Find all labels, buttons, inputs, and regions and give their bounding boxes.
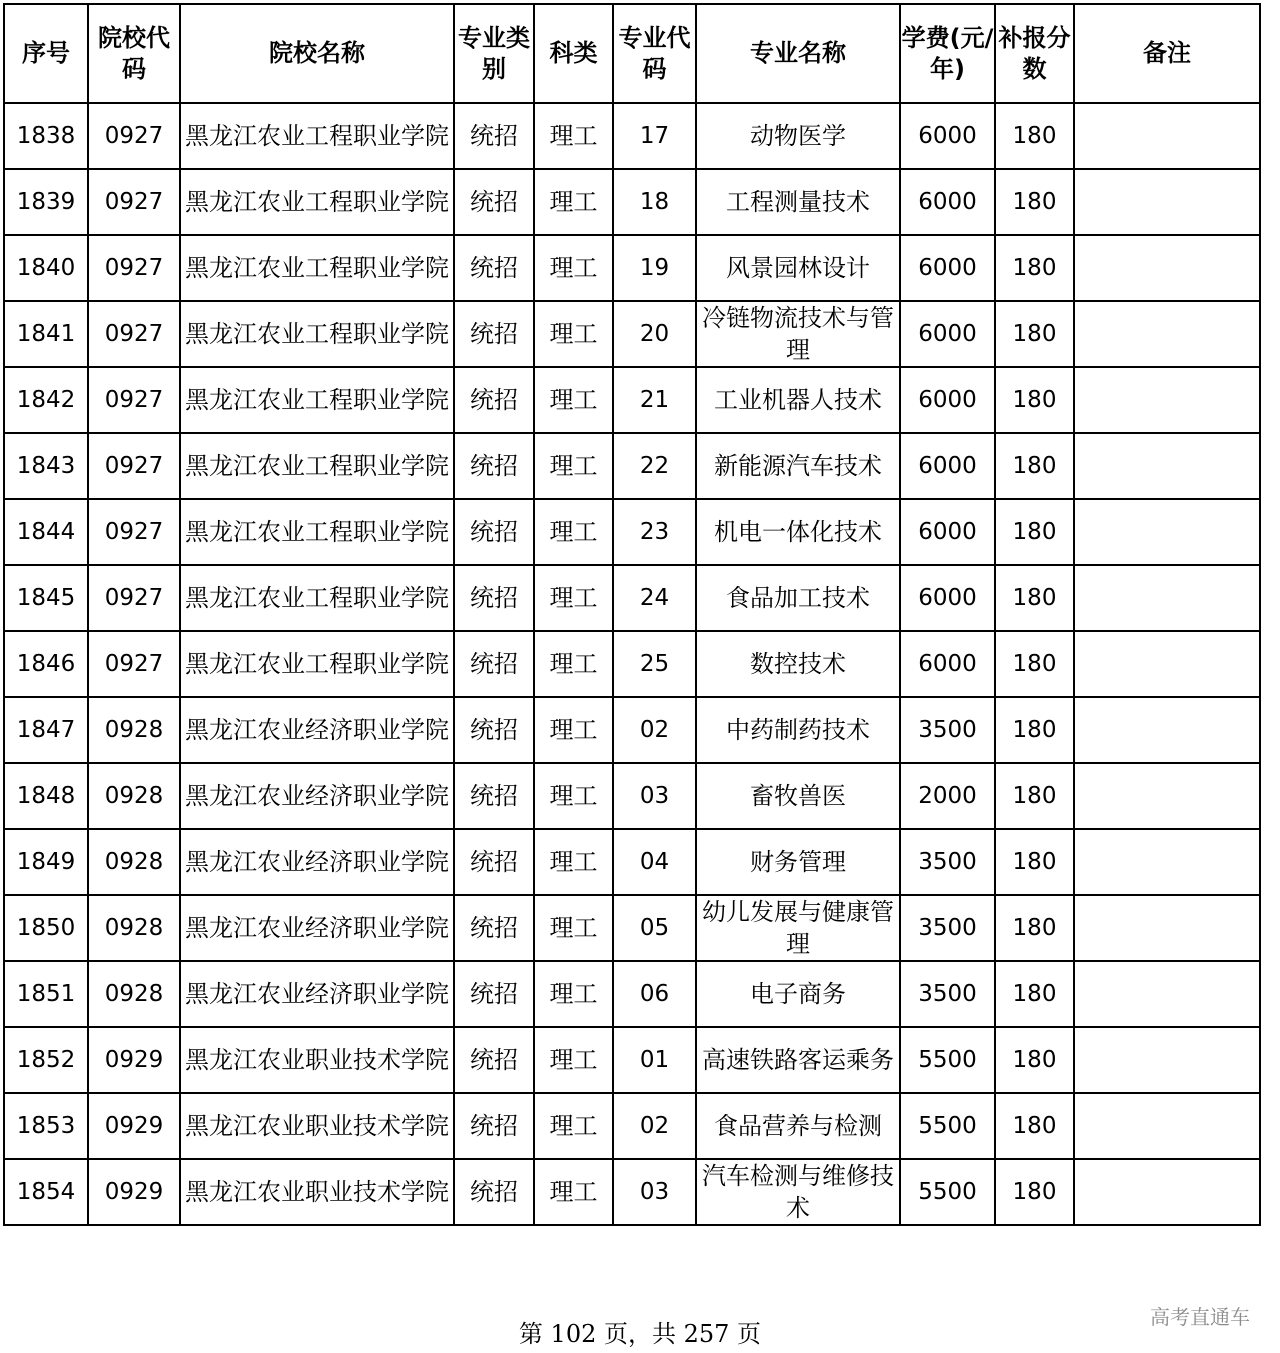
cell-note <box>1074 235 1260 301</box>
cell-major-type: 统招 <box>454 1027 534 1093</box>
cell-seq: 1853 <box>4 1093 88 1159</box>
cell-school-code: 0927 <box>88 103 180 169</box>
cell-note <box>1074 367 1260 433</box>
cell-school-name: 黑龙江农业工程职业学院 <box>180 433 454 499</box>
cell-score: 180 <box>995 499 1074 565</box>
cell-school-name: 黑龙江农业经济职业学院 <box>180 961 454 1027</box>
cell-school-name: 黑龙江农业工程职业学院 <box>180 169 454 235</box>
cell-category: 理工 <box>534 565 613 631</box>
cell-tuition: 3500 <box>900 697 995 763</box>
cell-tuition: 6000 <box>900 169 995 235</box>
cell-score: 180 <box>995 433 1074 499</box>
cell-major-name: 食品营养与检测 <box>696 1093 900 1159</box>
cell-note <box>1074 433 1260 499</box>
table-body <box>4 103 1260 1225</box>
cell-category: 理工 <box>534 1093 613 1159</box>
cell-category: 理工 <box>534 235 613 301</box>
cell-school-name: 黑龙江农业职业技术学院 <box>180 1093 454 1159</box>
cell-note <box>1074 1093 1260 1159</box>
cell-seq: 1841 <box>4 301 88 367</box>
cell-tuition: 6000 <box>900 367 995 433</box>
cell-school-code: 0927 <box>88 169 180 235</box>
table-row <box>4 433 1260 499</box>
cell-category: 理工 <box>534 829 613 895</box>
cell-score: 180 <box>995 169 1074 235</box>
cell-note <box>1074 169 1260 235</box>
cell-score: 180 <box>995 1159 1074 1225</box>
cell-school-name: 黑龙江农业工程职业学院 <box>180 499 454 565</box>
cell-seq: 1852 <box>4 1027 88 1093</box>
table-row <box>4 565 1260 631</box>
cell-major-name: 冷链物流技术与管理 <box>696 301 900 367</box>
cell-school-code: 0927 <box>88 631 180 697</box>
cell-major-type: 统招 <box>454 565 534 631</box>
cell-category: 理工 <box>534 961 613 1027</box>
cell-major-code: 17 <box>613 103 696 169</box>
table-row <box>4 367 1260 433</box>
table-row <box>4 961 1260 1027</box>
cell-major-name: 机电一体化技术 <box>696 499 900 565</box>
cell-tuition: 3500 <box>900 829 995 895</box>
cell-school-code: 0927 <box>88 499 180 565</box>
cell-major-type: 统招 <box>454 499 534 565</box>
table-row <box>4 499 1260 565</box>
cell-seq: 1838 <box>4 103 88 169</box>
cell-category: 理工 <box>534 631 613 697</box>
cell-school-code: 0929 <box>88 1159 180 1225</box>
cell-score: 180 <box>995 1027 1074 1093</box>
cell-major-code: 22 <box>613 433 696 499</box>
cell-tuition: 2000 <box>900 763 995 829</box>
cell-major-name: 中药制药技术 <box>696 697 900 763</box>
cell-seq: 1847 <box>4 697 88 763</box>
header-tuition: 学费(元/年) <box>900 4 995 103</box>
cell-major-code: 03 <box>613 1159 696 1225</box>
cell-seq: 1846 <box>4 631 88 697</box>
table-row <box>4 1027 1260 1093</box>
cell-school-code: 0928 <box>88 763 180 829</box>
header-note: 备注 <box>1074 4 1260 103</box>
header-school-name: 院校名称 <box>180 4 454 103</box>
cell-tuition: 6000 <box>900 301 995 367</box>
cell-major-name: 动物医学 <box>696 103 900 169</box>
cell-tuition: 3500 <box>900 961 995 1027</box>
header-row <box>4 4 1260 103</box>
cell-score: 180 <box>995 235 1074 301</box>
cell-seq: 1854 <box>4 1159 88 1225</box>
header-category: 科类 <box>534 4 613 103</box>
cell-score: 180 <box>995 895 1074 961</box>
cell-major-code: 01 <box>613 1027 696 1093</box>
table-row <box>4 829 1260 895</box>
cell-school-code: 0928 <box>88 961 180 1027</box>
cell-school-code: 0927 <box>88 433 180 499</box>
cell-tuition: 6000 <box>900 631 995 697</box>
cell-score: 180 <box>995 697 1074 763</box>
cell-major-code: 20 <box>613 301 696 367</box>
table-row <box>4 301 1260 367</box>
cell-major-name: 财务管理 <box>696 829 900 895</box>
cell-seq: 1840 <box>4 235 88 301</box>
cell-major-code: 21 <box>613 367 696 433</box>
cell-category: 理工 <box>534 103 613 169</box>
cell-school-name: 黑龙江农业经济职业学院 <box>180 829 454 895</box>
cell-school-code: 0929 <box>88 1093 180 1159</box>
cell-category: 理工 <box>534 499 613 565</box>
cell-school-name: 黑龙江农业职业技术学院 <box>180 1027 454 1093</box>
admission-table <box>3 3 1261 1226</box>
cell-major-code: 04 <box>613 829 696 895</box>
cell-major-code: 05 <box>613 895 696 961</box>
table-row <box>4 631 1260 697</box>
cell-school-code: 0927 <box>88 565 180 631</box>
cell-note <box>1074 763 1260 829</box>
cell-major-type: 统招 <box>454 961 534 1027</box>
cell-category: 理工 <box>534 169 613 235</box>
cell-tuition: 6000 <box>900 103 995 169</box>
cell-note <box>1074 1027 1260 1093</box>
cell-note <box>1074 499 1260 565</box>
cell-category: 理工 <box>534 367 613 433</box>
cell-score: 180 <box>995 1093 1074 1159</box>
cell-tuition: 5500 <box>900 1093 995 1159</box>
watermark: 高考直通车 <box>1150 1305 1250 1329</box>
table-row <box>4 169 1260 235</box>
cell-tuition: 5500 <box>900 1027 995 1093</box>
cell-tuition: 6000 <box>900 565 995 631</box>
cell-note <box>1074 301 1260 367</box>
header-score: 补报分数 <box>995 4 1074 103</box>
cell-major-type: 统招 <box>454 829 534 895</box>
cell-note <box>1074 961 1260 1027</box>
header-major-type: 专业类别 <box>454 4 534 103</box>
cell-major-type: 统招 <box>454 697 534 763</box>
cell-school-name: 黑龙江农业经济职业学院 <box>180 763 454 829</box>
cell-score: 180 <box>995 301 1074 367</box>
cell-tuition: 5500 <box>900 1159 995 1225</box>
cell-major-name: 风景园林设计 <box>696 235 900 301</box>
cell-school-name: 黑龙江农业经济职业学院 <box>180 895 454 961</box>
cell-school-name: 黑龙江农业工程职业学院 <box>180 235 454 301</box>
cell-category: 理工 <box>534 433 613 499</box>
cell-school-name: 黑龙江农业工程职业学院 <box>180 367 454 433</box>
cell-score: 180 <box>995 103 1074 169</box>
cell-major-code: 02 <box>613 1093 696 1159</box>
header-school-code: 院校代码 <box>88 4 180 103</box>
cell-major-name: 高速铁路客运乘务 <box>696 1027 900 1093</box>
cell-major-name: 数控技术 <box>696 631 900 697</box>
cell-school-name: 黑龙江农业工程职业学院 <box>180 565 454 631</box>
cell-school-code: 0928 <box>88 697 180 763</box>
cell-note <box>1074 565 1260 631</box>
page-footer: 第 102 页，共 257 页 <box>518 1320 762 1348</box>
cell-major-type: 统招 <box>454 235 534 301</box>
cell-major-name: 畜牧兽医 <box>696 763 900 829</box>
cell-major-name: 电子商务 <box>696 961 900 1027</box>
cell-school-name: 黑龙江农业经济职业学院 <box>180 697 454 763</box>
cell-note <box>1074 895 1260 961</box>
header-major-name: 专业名称 <box>696 4 900 103</box>
cell-tuition: 3500 <box>900 895 995 961</box>
cell-major-type: 统招 <box>454 631 534 697</box>
cell-school-code: 0927 <box>88 235 180 301</box>
cell-tuition: 6000 <box>900 433 995 499</box>
cell-category: 理工 <box>534 1159 613 1225</box>
cell-seq: 1839 <box>4 169 88 235</box>
cell-note <box>1074 631 1260 697</box>
cell-major-type: 统招 <box>454 169 534 235</box>
cell-school-name: 黑龙江农业职业技术学院 <box>180 1159 454 1225</box>
header-major-code: 专业代码 <box>613 4 696 103</box>
cell-school-code: 0928 <box>88 829 180 895</box>
table-row <box>4 895 1260 961</box>
cell-seq: 1851 <box>4 961 88 1027</box>
cell-major-code: 03 <box>613 763 696 829</box>
cell-school-name: 黑龙江农业工程职业学院 <box>180 103 454 169</box>
cell-major-name: 工业机器人技术 <box>696 367 900 433</box>
cell-school-code: 0927 <box>88 367 180 433</box>
cell-seq: 1848 <box>4 763 88 829</box>
cell-seq: 1849 <box>4 829 88 895</box>
cell-major-code: 19 <box>613 235 696 301</box>
cell-major-code: 02 <box>613 697 696 763</box>
cell-note <box>1074 103 1260 169</box>
cell-major-name: 幼儿发展与健康管理 <box>696 895 900 961</box>
cell-note <box>1074 829 1260 895</box>
cell-category: 理工 <box>534 697 613 763</box>
cell-school-code: 0929 <box>88 1027 180 1093</box>
cell-major-type: 统招 <box>454 433 534 499</box>
table-row <box>4 235 1260 301</box>
cell-major-code: 24 <box>613 565 696 631</box>
cell-school-code: 0927 <box>88 301 180 367</box>
cell-score: 180 <box>995 829 1074 895</box>
cell-tuition: 6000 <box>900 499 995 565</box>
cell-major-name: 食品加工技术 <box>696 565 900 631</box>
cell-major-type: 统招 <box>454 367 534 433</box>
table-row <box>4 1159 1260 1225</box>
cell-school-name: 黑龙江农业工程职业学院 <box>180 631 454 697</box>
cell-major-type: 统招 <box>454 301 534 367</box>
cell-category: 理工 <box>534 1027 613 1093</box>
cell-school-code: 0928 <box>88 895 180 961</box>
cell-score: 180 <box>995 631 1074 697</box>
cell-score: 180 <box>995 763 1074 829</box>
cell-major-type: 统招 <box>454 1093 534 1159</box>
cell-score: 180 <box>995 367 1074 433</box>
cell-category: 理工 <box>534 895 613 961</box>
cell-major-code: 06 <box>613 961 696 1027</box>
cell-major-code: 25 <box>613 631 696 697</box>
cell-category: 理工 <box>534 763 613 829</box>
cell-tuition: 6000 <box>900 235 995 301</box>
cell-major-type: 统招 <box>454 763 534 829</box>
cell-seq: 1842 <box>4 367 88 433</box>
cell-seq: 1844 <box>4 499 88 565</box>
cell-major-type: 统招 <box>454 1159 534 1225</box>
table-row <box>4 1093 1260 1159</box>
cell-note <box>1074 697 1260 763</box>
cell-category: 理工 <box>534 301 613 367</box>
cell-major-code: 18 <box>613 169 696 235</box>
cell-school-name: 黑龙江农业工程职业学院 <box>180 301 454 367</box>
cell-major-type: 统招 <box>454 895 534 961</box>
cell-major-code: 23 <box>613 499 696 565</box>
cell-note <box>1074 1159 1260 1225</box>
cell-score: 180 <box>995 565 1074 631</box>
table-row <box>4 103 1260 169</box>
table-row <box>4 697 1260 763</box>
table-row <box>4 763 1260 829</box>
header-seq: 序号 <box>4 4 88 103</box>
cell-seq: 1845 <box>4 565 88 631</box>
cell-seq: 1843 <box>4 433 88 499</box>
cell-score: 180 <box>995 961 1074 1027</box>
cell-seq: 1850 <box>4 895 88 961</box>
cell-major-type: 统招 <box>454 103 534 169</box>
cell-major-name: 汽车检测与维修技术 <box>696 1159 900 1225</box>
cell-major-name: 工程测量技术 <box>696 169 900 235</box>
cell-major-name: 新能源汽车技术 <box>696 433 900 499</box>
